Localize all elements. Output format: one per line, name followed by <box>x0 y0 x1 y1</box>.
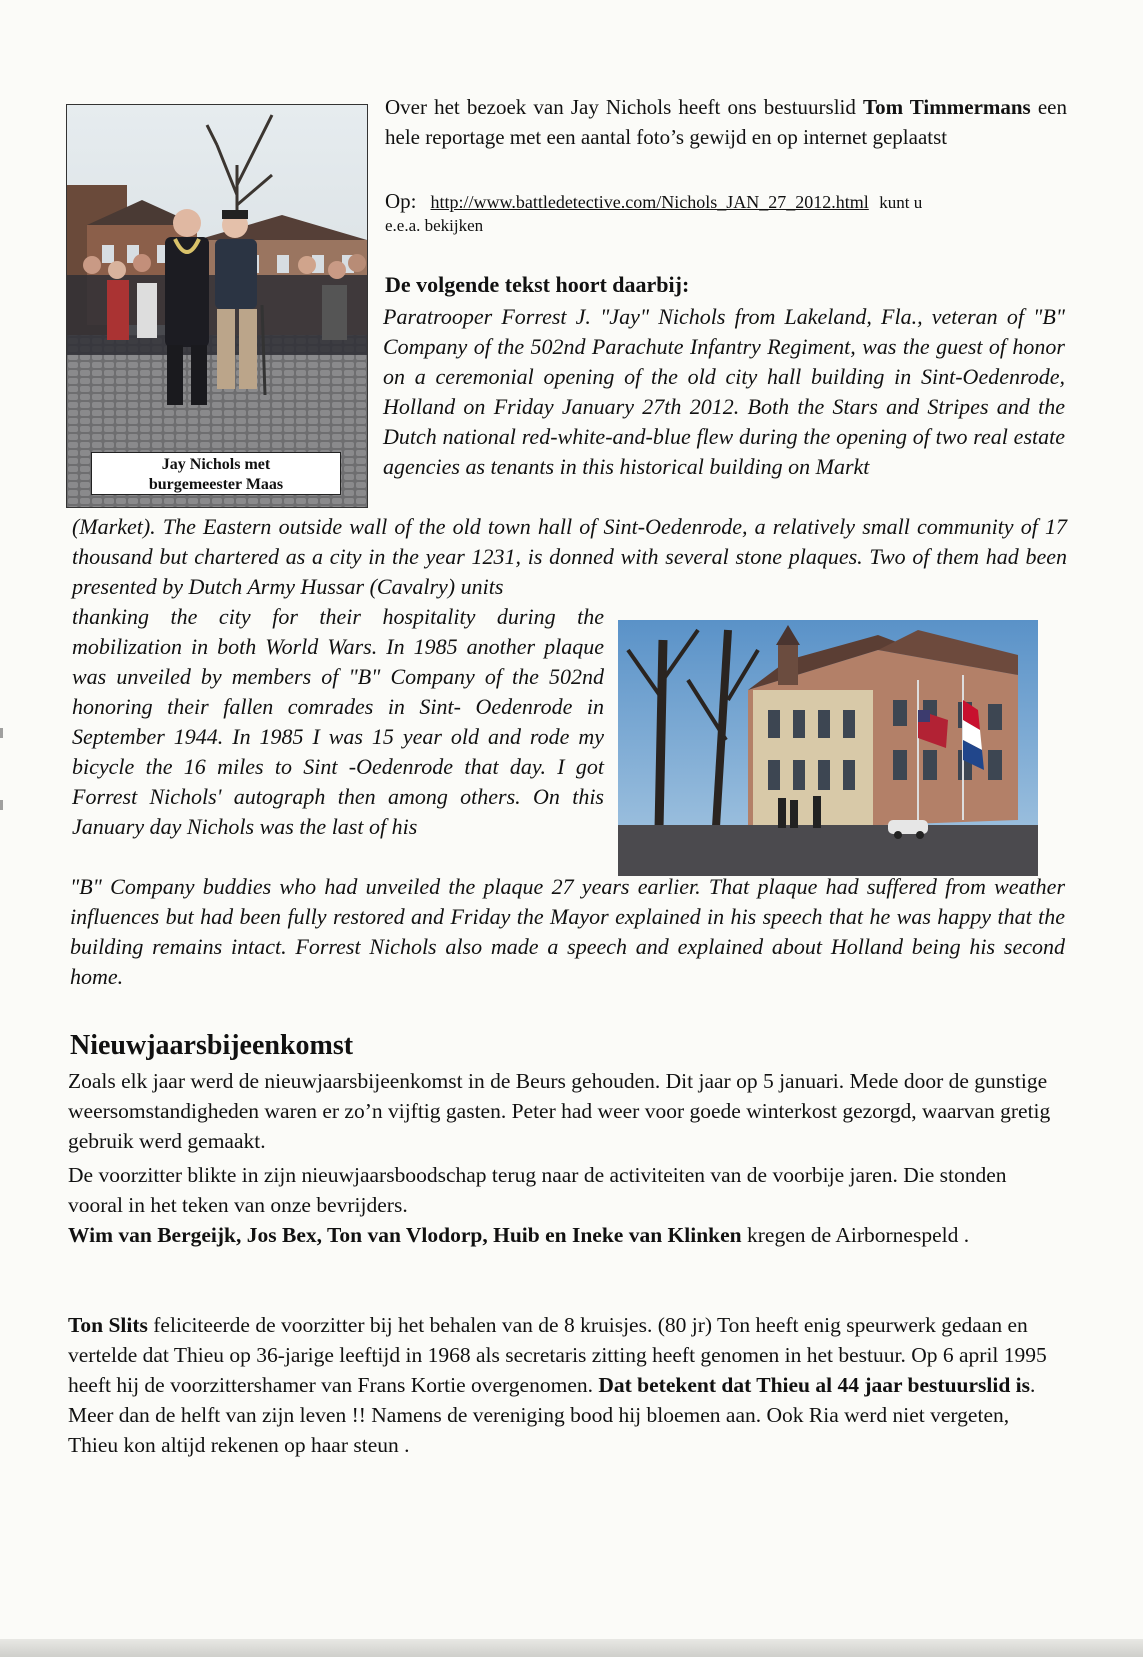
intro-text-a: Over het bezoek van Jay Nichols heeft ons bestuurslid <box>385 95 863 119</box>
caption-line-2: burgemeester Maas <box>148 476 284 493</box>
intro-text-b: een hele reportage met een aantal foto’s gewijd en op internet geplaatst <box>385 95 1067 149</box>
battledetective-link[interactable]: http://www.battledetective.com/Nichols_JAN_27_2012.html <box>430 192 869 212</box>
intro-author-name: Tom Timmermans <box>863 95 1031 119</box>
story-subheading: De volgende tekst hoort daarbij: <box>385 272 690 297</box>
story-text-part-4: "B" Company buddies who had unveiled the plaque 27 years earlier. That plaque had suffered from weather influences but had been fully restored and Friday the Mayor explained in his speech that he was happy that the building remains intact. Forrest Nichols also made a speech and explained about Holland being his second home. <box>70 874 1065 989</box>
section-paragraph-4-a: feliciteerde de voorzitter bij het behalen van de 8 kruisjes. (80 jr) Ton heeft enig speurwerk gedaan en vertelde dat Thieu op 36-jarige leeftijd in 1968 als secretaris zitting heeft genomen in het bestuur. Op 6 april 1995 heeft hij de voorzittershamer van Frans Kortie overgenomen. <box>68 1313 1047 1397</box>
section-paragraph-4 <box>68 1310 1058 1460</box>
section-paragraph-3-rest: kregen de Airbornespeld . <box>741 1223 970 1247</box>
section-paragraph-4-emphasis: Dat betekent dat Thieu al 44 jaar bestuurslid is <box>598 1373 1031 1397</box>
section-paragraph-1: Zoals elk jaar werd de nieuwjaarsbijeenkomst in de Beurs gehouden. Dit jaar op 5 januari. Mede door de gunstige weersomstandigheden waren er zo’n vijftig gasten. Peter had weer voor goede winterkost gezorgd, waarvan gretig gebruik werd gemaakt. <box>68 1069 1051 1153</box>
story-text-part-3: thanking the city for their hospitality during the mobilization in both World Wars. In 1985 another plaque was unveiled by members of "B" Company of the 502nd honoring their fallen comrades in Sint- Oedenrode in September 1944. In 1985 I was 15 year old and rode my bicycle the 16 miles to Sint -Oedenrode that day. I got Forrest Nichols' autograph then among others. On this January day Nichols was the last of his <box>72 604 604 839</box>
scan-margin-mark <box>0 800 3 810</box>
story-text-part-1: Paratrooper Forrest J. "Jay" Nichols from Lakeland, Fla., veteran of "B" Company of the 502nd Parachute Infantry Regiment, was the guest of honor on a ceremonial opening of the old city hall building in Sint-Oedenrode, Holland on Friday January 27th 2012. Both the Stars and Stripes and the Dutch national red-white-and-blue flew during the opening of two real estate agencies as tenants in this historical building on Markt <box>383 304 1065 479</box>
photo-illustration <box>67 105 367 507</box>
photo-old-city-hall <box>618 620 1038 876</box>
scan-bottom-edge <box>0 1639 1143 1657</box>
section-title: Nieuwjaarsbijeenkomst <box>70 1030 354 1061</box>
photo-jay-nichols-with-mayor <box>66 104 368 508</box>
airborne-recipients: Wim van Bergeijk, Jos Bex, Ton van Vlodorp, Huib en Ineke van Klinken <box>68 1223 742 1247</box>
speaker-name: Ton Slits <box>68 1313 148 1337</box>
section-paragraph-4-b: . Meer dan de helft van zijn leven !! Namens de vereniging bood hij bloemen aan. Ook Ria werd niet vergeten, Thieu kon altijd rekenen op haar steun . <box>68 1373 1036 1457</box>
op-after-url: kunt u <box>879 193 923 212</box>
op-label: Op: <box>385 189 417 213</box>
story-text-part-2: (Market). The Eastern outside wall of the old town hall of Sint-Oedenrode, a relatively small community of 17 thousand but chartered as a city in the year 1231, is donned with several stone plaques. Two of them had been presented by Dutch Army Hussar (Cavalry) units <box>72 514 1067 599</box>
section-paragraph-3 <box>68 1220 1058 1250</box>
caption-line-1: Jay Nichols met <box>161 456 271 473</box>
section-paragraph-2: De voorzitter blikte in zijn nieuwjaarsboodschap terug naar de activiteiten van de voorbije jaren. Die stonden vooral in het teken van onze bevrijders. <box>68 1163 1007 1217</box>
scan-margin-mark <box>0 728 3 738</box>
photo-caption <box>91 452 341 495</box>
photo-illustration <box>618 620 1038 876</box>
intro-paragraph <box>385 92 1067 152</box>
op-line-2: e.e.a. bekijken <box>385 216 484 235</box>
op-line <box>385 188 1067 216</box>
